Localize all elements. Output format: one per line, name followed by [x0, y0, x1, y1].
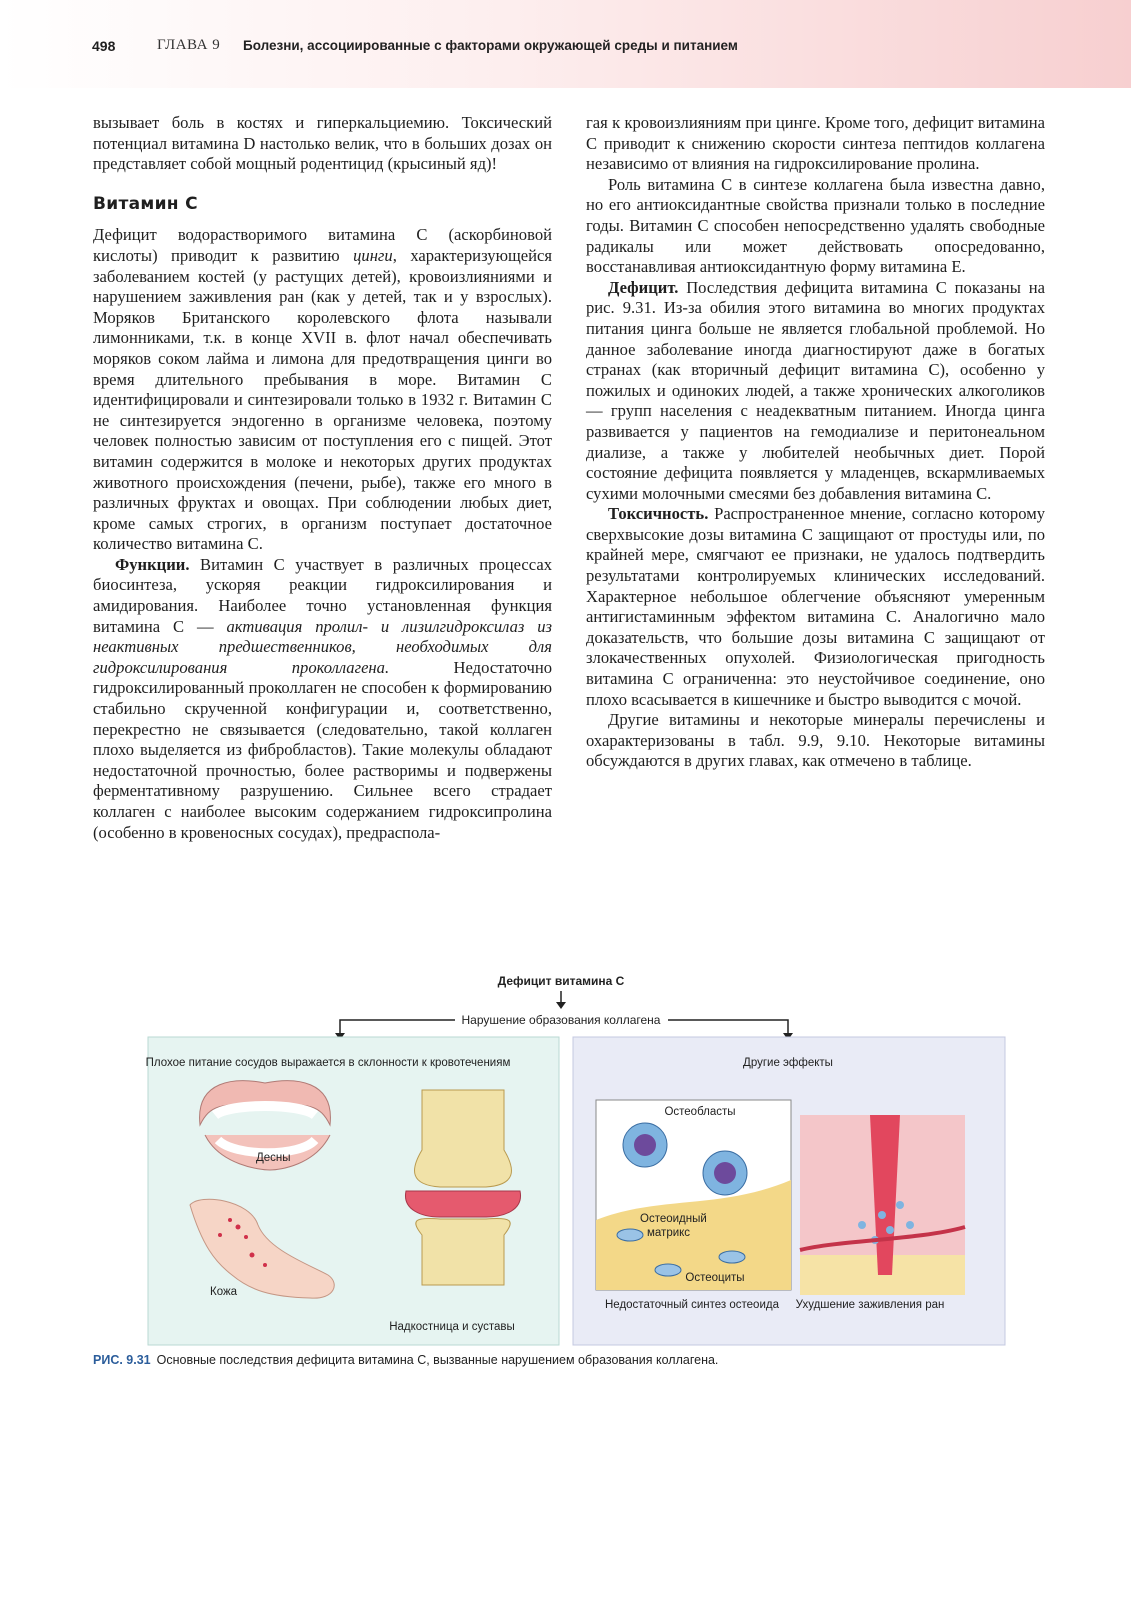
paragraph-deficit: Дефицит. Последствия дефицита витамина С показаны на рис. 9.31. Из-за обилия этого витамина во многих продуктах питания цинга больше не является глобальной проблемой. Но данное заболевание иногда диагностируют даже в богатых странах (как вторичный дефицит витамина С), особенно у пожилых и одиноких людей, а также хронических алкоголиков — групп населения с неадекватным питанием. Иногда цинга развивается у пациентов на гемодиализе и перитонеальном диализе, а также у любителей необычных диет. Порой состояние дефицита появляется у младенцев, вскармливаемых сухими молочными смесями без добавления витамина С. [586, 277, 1045, 503]
caption-text: Основные последствия дефицита витамина С, вызванные нарушением образования коллагена. [156, 1353, 719, 1367]
osteocytes-label: Остеоциты [685, 1272, 745, 1284]
osteoid-label-line2: матрикс [647, 1227, 691, 1239]
osteoblasts-label: Остеобласты [664, 1106, 736, 1118]
paragraph-toxicity: Токсичность. Распространенное мнение, согласно которому сверхвысокие дозы витамина С защищают от простуды или, по крайней мере, смягчают ее признаки, не удалось подтвердить результатами контролируемых клинических исследований. Характерное небольшое облегчение объясняют умеренным антигистаминным эффектом витамина С. Аналогично мало доказательств, что большие дозы витамина С защищают от злокачественных опухолей. Физиологическая пригодность витамина С ограниченна: это неустойчивое соединение, оно плохо всасывается в кишечнике и быстро выводится с мочой. [586, 504, 1045, 709]
page-number: 498 [92, 38, 116, 54]
joints-label: Надкостница и суставы [389, 1321, 515, 1333]
right-column [586, 113, 1045, 772]
paragraph: Другие витамины и некоторые минералы перечислены и охарактеризованы в табл. 9.9, 9.10. Некоторые витамины обсуждаются в других главах, как отмечено в таблице. [586, 710, 1045, 771]
paragraph: Роль витамина С в синтезе коллагена была известна давно, но его антиоксидантные свойства признали только в последние годы. Витамин С способен непосредственно удалять свободные радикалы или может действовать опосредованно, восстанавливая антиоксидантную форму витамина Е. [586, 174, 1045, 277]
section-heading: Витамин С [93, 193, 198, 214]
chapter-label: ГЛАВА 9 [157, 37, 221, 53]
skin-label: Кожа [210, 1286, 238, 1298]
paragraph: гая к кровоизлияниям при цинге. Кроме того, дефицит витамина С приводит к снижению скорости синтеза пептидов коллагена независимо от влияния на гидроксилирование пролина. [586, 113, 1045, 174]
osteoid-synthesis-label: Недостаточный синтез остеоида [605, 1299, 779, 1311]
gums-label: Десны [256, 1152, 291, 1164]
figure-9-31 [140, 965, 1020, 1350]
paragraph: Дефицит водорастворимого витамина С (аскорбиновой кислоты) приводит к развитию цинги, характеризующейся заболеванием костей (у растущих детей), кровоизлияниями и нарушением заживления ран (как у детей, так и у взрослых). Моряков Британского королевского флота называли лимонниками, т.к. в конце XVII в. флот начал обеспечивать моряков соком лайма и лимона для предотвращения цинги во время длительного пребывания в море. Витамин С идентифицировали и синтезировали только в 1932 г. Витамин С не синтезируется эндогенно в организме человека, поэтому человек полностью зависим от поступления его с пищей. Этот витамин содержится в молоке и некоторых других продуктах животного происхождения (печени, рыбе), также его много в различных фруктах и овощах. При соблюдении любых диет, кроме самых строгих, в организм поступает достаточное количество витамина С. [93, 225, 552, 554]
paragraph-functions: Функции. Витамин С участвует в различных процессах биосинтеза, ускоряя реакции гидроксилирования и амидирования. Наиболее точно установленная функция витамина С — активация пролил- и лизилгидроксилаз из неактивных предшественников, необходимых для гидроксилирования проколлагена. Недостаточно гидроксилированный проколлаген не способен к формированию стабильно скрученной конфигурации и, соответственно, перекрестно не связывается (следовательно, такой коллаген плохо выделяется из фибробластов). Такие молекулы обладают недостаточной прочностью, более растворимы и подвержены ферментативному разрушению. Сильнее всего страдает коллаген с наиболее высоким содержанием гидроксипролина (особенно в кровеносных сосудах), предраспола- [93, 554, 552, 842]
figure-caption [93, 1353, 718, 1367]
wound-label: Ухудшение заживления ран [795, 1299, 945, 1311]
figure-mid-label: Нарушение образования коллагена [461, 1013, 661, 1027]
left-panel-title: Плохое питание сосудов выражается в склонности к кровотечениям [145, 1057, 511, 1069]
left-column [93, 113, 552, 843]
chapter-title: Болезни, ассоциированные с факторами окружающей среды и питанием [243, 38, 738, 53]
osteoid-label-line1: Остеоидный [640, 1213, 707, 1225]
paragraph: вызывает боль в костях и гиперкальциемию. Токсический потенциал витамина D настолько велик, что в больших дозах он представляет собой мощный родентицид (крысиный яд)! [93, 113, 552, 174]
running-header [0, 0, 1131, 88]
figure-top-label: Дефицит витамина С [497, 974, 625, 988]
wound-illustration [800, 1115, 965, 1295]
right-panel-title: Другие эффекты [743, 1057, 833, 1069]
figure-number: РИС. 9.31 [93, 1353, 151, 1367]
